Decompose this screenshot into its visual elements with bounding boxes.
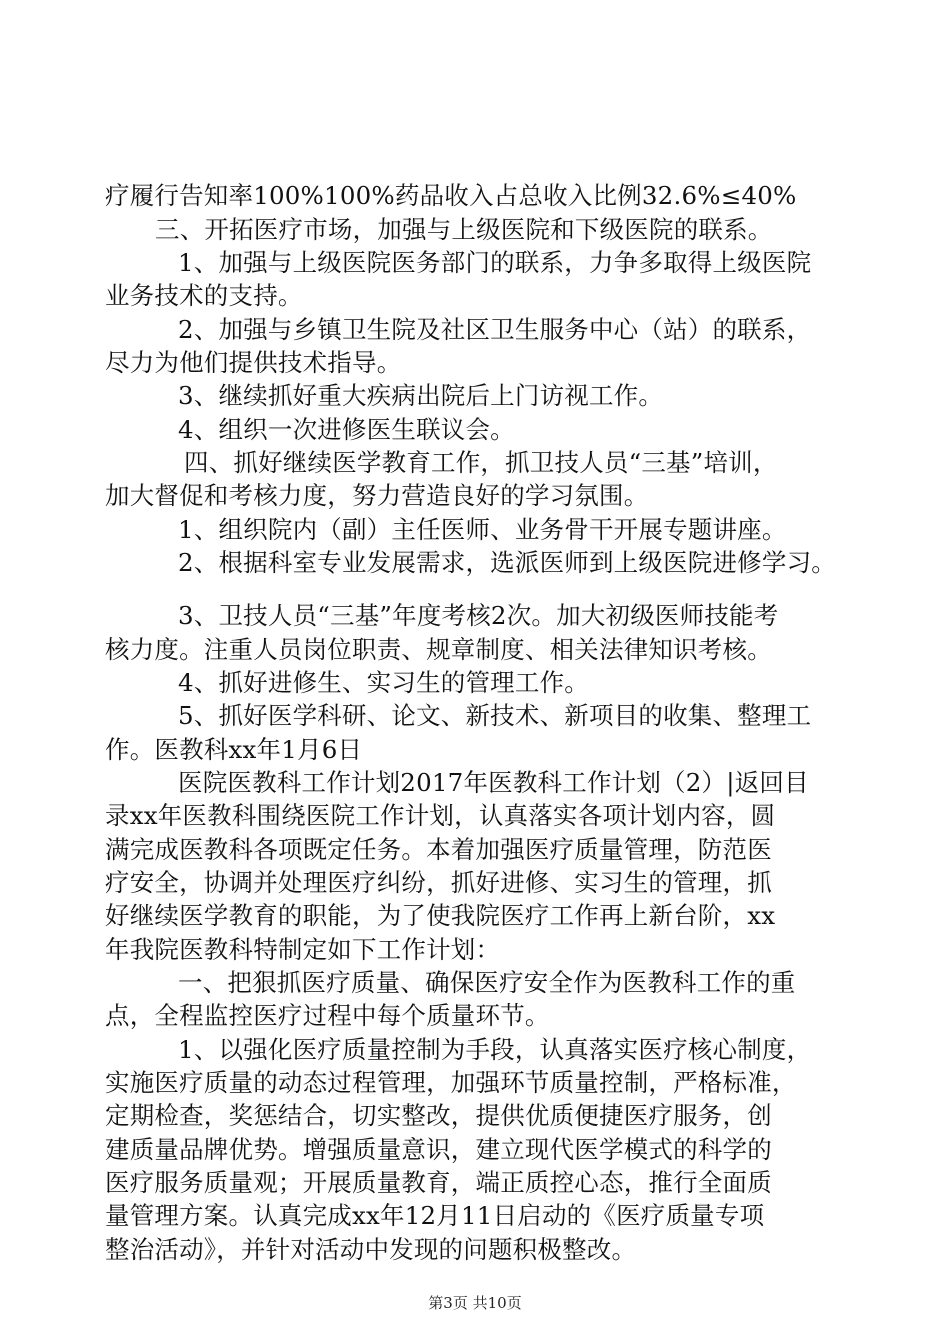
text-line-21: 疗安全，协调并处理医疗纠纷，抓好进修、实习生的管理，抓 — [105, 868, 772, 897]
section-heading-1: 一、把狠抓医疗质量、确保医疗安全作为医教科工作的重 — [178, 968, 796, 997]
text-line-7: 3、继续抓好重大疾病出院后上门访视工作。 — [178, 381, 664, 410]
text-line-18: 医院医教科工作计划2017年医教科工作计划（2）|返回目 — [178, 768, 809, 797]
text-line-31: 量管理方案。认真完成xx年12月11日启动的《医疗质量专项 — [105, 1201, 765, 1230]
section-heading-3: 三、开拓医疗市场，加强与上级医院和下级医院的联系。 — [155, 215, 773, 244]
text-line-32: 整治活动》，并针对活动中发现的问题积极整改。 — [105, 1235, 637, 1264]
text-line-10: 加大督促和考核力度，努力营造良好的学习氛围。 — [105, 481, 649, 510]
text-line-1: 疗履行告知率100%100%药品收入占总收入比例32.6%≤40% — [105, 181, 797, 210]
text-line-17: 作。医教科xx年1月6日 — [105, 735, 363, 764]
text-line-5: 2、加强与乡镇卫生院及社区卫生服务中心（站）的联系， — [178, 315, 812, 344]
text-line-12: 2、根据科室专业发展需求，选派医师到上级医院进修学习。 — [178, 548, 836, 577]
text-line-25: 点，全程监控医疗过程中每个质量环节。 — [105, 1001, 550, 1030]
text-line-4: 业务技术的支持。 — [105, 281, 303, 310]
text-line-23: 年我院医教科特制定如下工作计划： — [105, 935, 501, 964]
text-line-28: 定期检查，奖惩结合，切实整改，提供优质便捷医疗服务，创 — [105, 1101, 772, 1130]
text-line-30: 医疗服务质量观；开展质量教育，端正质控心态，推行全面质 — [105, 1168, 772, 1197]
page-footer: 第3页 共10页 — [428, 1294, 522, 1312]
text-line-8: 4、组织一次进修医生联议会。 — [178, 415, 515, 444]
text-line-14: 核力度。注重人员岗位职责、规章制度、相关法律知识考核。 — [105, 635, 772, 664]
text-line-3: 1、加强与上级医院医务部门的联系，力争多取得上级医院 — [178, 248, 812, 277]
text-line-16: 5、抓好医学科研、论文、新技术、新项目的收集、整理工 — [178, 701, 812, 730]
text-line-15: 4、抓好进修生、实习生的管理工作。 — [178, 668, 589, 697]
text-line-13: 3、卫技人员“三基”年度考核2次。加大初级医师技能考 — [178, 601, 779, 630]
section-heading-4: 四、抓好继续医学教育工作，抓卫技人员“三基”培训， — [184, 448, 778, 477]
text-line-19: 录xx年医教科围绕医院工作计划，认真落实各项计划内容，圆 — [105, 801, 776, 830]
text-line-11: 1、组织院内（副）主任医师、业务骨干开展专题讲座。 — [178, 515, 787, 544]
text-line-26: 1、以强化医疗质量控制为手段，认真落实医疗核心制度， — [178, 1035, 812, 1064]
text-line-20: 满完成医教科各项既定任务。本着加强医疗质量管理，防范医 — [105, 835, 772, 864]
text-line-29: 建质量品牌优势。增强质量意识，建立现代医学模式的科学的 — [105, 1135, 772, 1164]
text-line-6: 尽力为他们提供技术指导。 — [105, 348, 402, 377]
text-line-22: 好继续医学教育的职能，为了使我院医疗工作再上新台阶，xx — [105, 901, 776, 930]
text-line-27: 实施医疗质量的动态过程管理，加强环节质量控制，严格标准， — [105, 1068, 797, 1097]
